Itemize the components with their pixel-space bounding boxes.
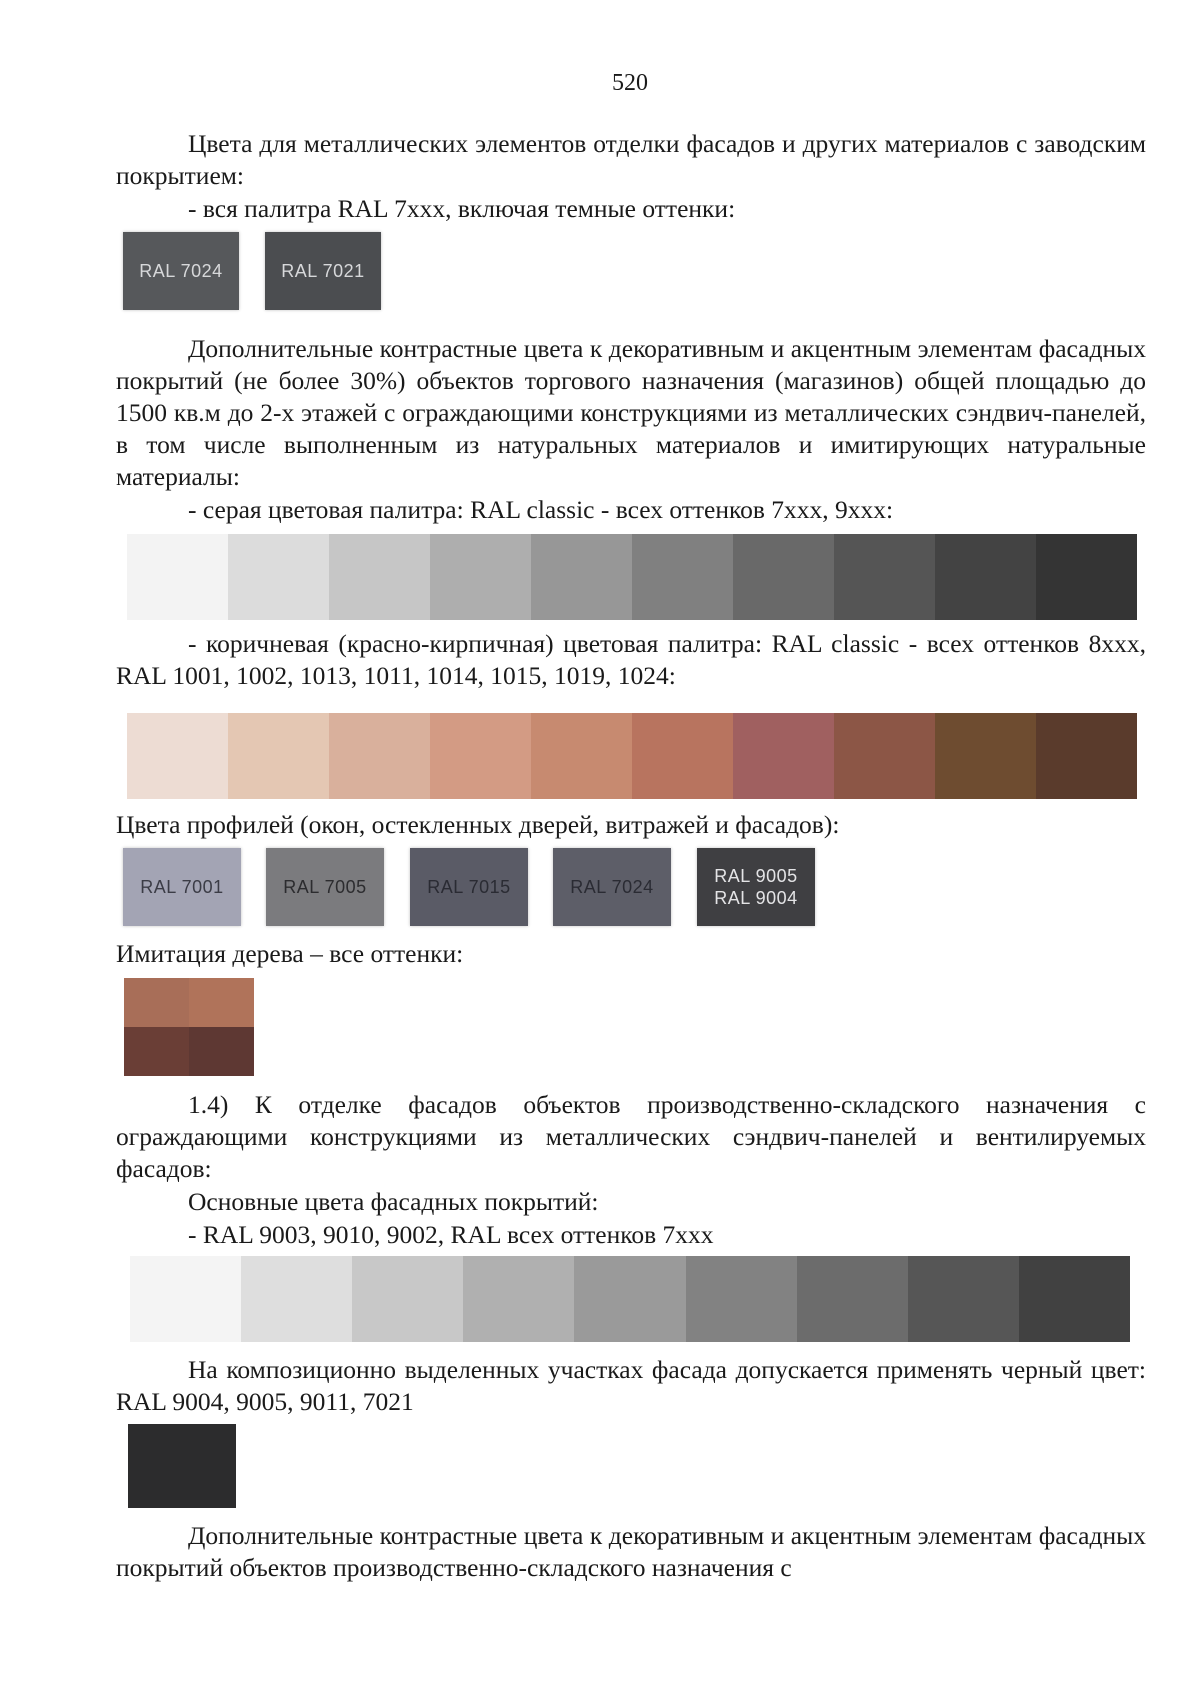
main-swatch-5: [574, 1256, 685, 1342]
grey-swatch-4: [430, 534, 531, 620]
ral-7024-profile-swatch: [553, 848, 671, 926]
ral-7015-swatch: [410, 848, 528, 926]
grey-swatch-8: [834, 534, 935, 620]
ral-9005-9004-swatch: [697, 848, 815, 926]
wood-label: Имитация дерева – все оттенки:: [116, 939, 464, 968]
main-colors-list: - RAL 9003, 9010, 9002, RAL всех оттенков 7xxx: [188, 1220, 714, 1249]
grey-swatch-10: [1036, 534, 1137, 620]
black-color-swatch: [128, 1424, 236, 1508]
main-swatch-1: [130, 1256, 241, 1342]
brown-palette-strip: [127, 713, 1137, 799]
section4-intro: 1.4) К отделке фасадов объектов производственно-складского назначения с ограждающими конструкциями из металлических сэндвич-панелей и вентилируемых фасадов:: [116, 1090, 1146, 1183]
ral-7005-swatch: [266, 848, 384, 926]
brown-swatch-10: [1036, 713, 1137, 799]
swatch-label: RAL 7015: [427, 876, 511, 897]
profiles-label: Цвета профилей (окон, остекленных дверей, витражей и фасадов):: [116, 810, 840, 839]
grey-swatch-1: [127, 534, 228, 620]
swatch-label: RAL 7024: [570, 876, 654, 897]
section1-intro: Цвета для металлических элементов отделки фасадов и других материалов с заводским покрытием:: [116, 129, 1146, 190]
swatch-label: RAL 7001: [140, 876, 224, 897]
wood-swatch-1: [124, 978, 189, 1027]
wood-swatch-4: [189, 1027, 254, 1076]
brown-swatch-4: [430, 713, 531, 799]
main-swatch-6: [686, 1256, 797, 1342]
brown-swatch-1: [127, 713, 228, 799]
page-number: 520: [612, 70, 648, 96]
brown-swatch-2: [228, 713, 329, 799]
brown-swatch-3: [329, 713, 430, 799]
contrast-colors-text: Дополнительные контрастные цвета к декоративным и акцентным элементам фасадных покрытий объектов производственно-складского назначения с: [116, 1521, 1146, 1582]
grey-palette-label: - серая цветовая палитра: RAL classic - всех оттенков 7xxx, 9xxx:: [188, 495, 894, 524]
brown-swatch-9: [935, 713, 1036, 799]
section1-palette-label: - вся палитра RAL 7xxx, включая темные оттенки:: [188, 194, 736, 223]
main-swatch-2: [241, 1256, 352, 1342]
brown-palette-label: - коричневая (красно-кирпичная) цветовая палитра: RAL classic - всех оттенков 8xxx, RAL 1001, 1002, 1013, 1011, 1014, 1015, 1019, 1024:: [116, 629, 1146, 690]
black-color-text: На композиционно выделенных участках фасада допускается применять черный цвет: RAL 9004, 9005, 9011, 7021: [116, 1355, 1146, 1416]
grey-swatch-2: [228, 534, 329, 620]
grey-palette-strip: [127, 534, 1137, 620]
main-colors-label: Основные цвета фасадных покрытий:: [188, 1187, 599, 1216]
ral-7001-swatch: [123, 848, 241, 926]
ral-7024-swatch: [123, 232, 239, 310]
brown-swatch-8: [834, 713, 935, 799]
section2-intro: Дополнительные контрастные цвета к декоративным и акцентным элементам фасадных покрытий (не более 30%) объектов торгового назначения (магазинов) общей площадью до 1500 кв.м до 2-х этажей с ограждающими конструкциями из металлических сэндвич-панелей, в том числе выполненным из натуральных материалов и имитирующих натуральные материалы:: [116, 334, 1146, 491]
brown-swatch-6: [632, 713, 733, 799]
swatch-label-line1: RAL 9005: [714, 866, 798, 886]
grey-swatch-9: [935, 534, 1036, 620]
grey-swatch-6: [632, 534, 733, 620]
brown-swatch-5: [531, 713, 632, 799]
grey-swatch-3: [329, 534, 430, 620]
swatch-label-line2: RAL 9004: [714, 888, 798, 908]
main-swatch-9: [1019, 1256, 1130, 1342]
grey-swatch-5: [531, 534, 632, 620]
wood-imitation-swatches: [124, 978, 254, 1076]
swatch-label: RAL 7024: [139, 260, 223, 281]
main-swatch-7: [797, 1256, 908, 1342]
main-swatch-3: [352, 1256, 463, 1342]
wood-swatch-2: [189, 978, 254, 1027]
swatch-label: RAL 7005: [283, 876, 367, 897]
ral-7021-swatch: [265, 232, 381, 310]
brown-swatch-7: [733, 713, 834, 799]
wood-swatch-3: [124, 1027, 189, 1076]
grey-swatch-7: [733, 534, 834, 620]
main-colors-strip: [130, 1256, 1130, 1342]
main-swatch-8: [908, 1256, 1019, 1342]
main-swatch-4: [463, 1256, 574, 1342]
swatch-label: RAL 7021: [281, 260, 365, 281]
